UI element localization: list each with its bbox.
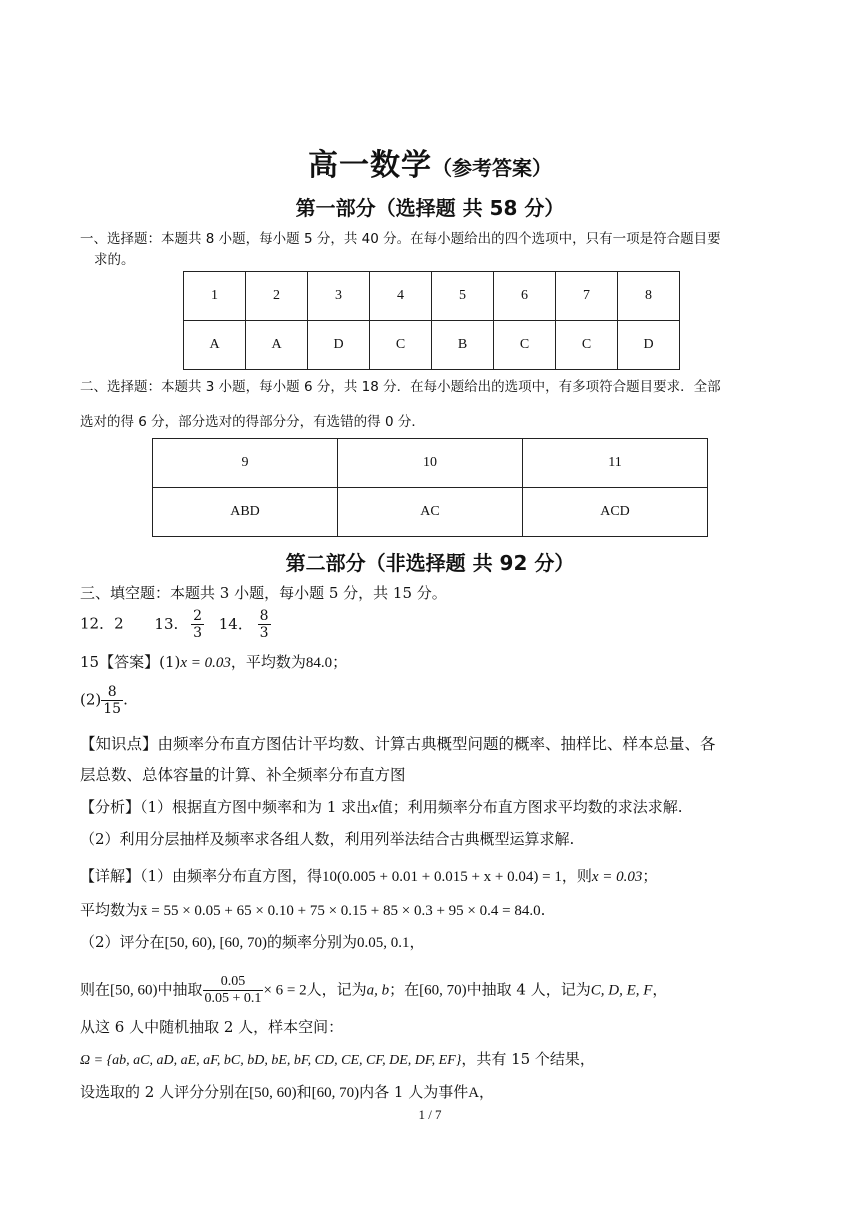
detail-line3-mid: 的频率分别为	[267, 933, 358, 951]
detail-line1-start: 【详解】（1）由频率分布直方图，得	[80, 867, 323, 885]
detail-line6	[80, 1049, 595, 1071]
detail-line3-start: （2）评分在	[80, 933, 165, 951]
detail-fraction-numerator: 0.05	[203, 974, 264, 991]
detail-labels-ab: a, b	[366, 982, 390, 999]
section2-line1: 二、选择题：本题共 3 小题，每小题 6 分，共 18 分．在每小题给出的选项中，有多项符合题目要求．全部	[80, 379, 721, 395]
analysis-line1-end: 值；利用频率分布直方图求平均数的求法求解.	[377, 798, 683, 816]
part2-heading: 第二部分（非选择题 共 92 分）	[285, 551, 575, 575]
detail-line4-b: 中抽取	[157, 980, 203, 999]
q15-x-value: x = 0.03	[180, 655, 231, 671]
part1-heading: 第一部分（选择题 共 58 分）	[295, 196, 565, 220]
detail-line4	[80, 974, 667, 1007]
detail-line7-interval1: [50, 60)	[249, 1085, 297, 1101]
answer-table-2	[152, 438, 708, 537]
q15-label: 15【答案】(1)	[80, 653, 181, 671]
detail-line4-end: ，	[652, 980, 668, 999]
detail-line1	[80, 866, 657, 887]
table1-answer-cell-3: C	[370, 321, 432, 370]
table1-answer-cell-2: D	[308, 321, 370, 370]
q15-part2-label: (2)	[80, 690, 102, 709]
detail-equation-1: 10(0.005 + 0.01 + 0.015 + x + 0.04) = 1	[322, 869, 562, 885]
table1-answer-cell-7: D	[618, 321, 680, 370]
title-main: 高一数学	[308, 148, 432, 183]
detail-line4-d: 人，记为	[306, 980, 367, 999]
q14-fraction	[258, 608, 271, 641]
table1-number-cell-6: 7	[556, 272, 618, 321]
table1-answer-cell-4: B	[432, 321, 494, 370]
table1-number-cell-5: 6	[494, 272, 556, 321]
q15-part2-denominator: 15	[103, 701, 122, 717]
q13-denominator: 3	[193, 625, 202, 641]
detail-line4-start: 则在	[80, 980, 111, 999]
detail-line7-mid: 内各 1 人为事件	[359, 1083, 469, 1101]
table1-number-cell-2: 3	[308, 272, 370, 321]
q14-label: 14．	[218, 614, 253, 633]
detail-line4-f: 中抽取 4 人，记为	[466, 980, 591, 999]
detail-line7-start: 设选取的 2 人评分分别在	[80, 1083, 250, 1101]
table2-answer-row	[153, 488, 708, 537]
answer-table-1	[183, 271, 680, 370]
q15-mean-text: ，平均数为	[230, 653, 306, 671]
detail-line4-e: ；在	[389, 980, 420, 999]
detail-line2-end: .	[540, 901, 546, 919]
detail-line7-end: ，	[479, 1083, 495, 1101]
detail-x-value: x = 0.03	[591, 869, 643, 885]
detail-line2-start: 平均数为	[80, 901, 141, 919]
detail-sample-fraction	[203, 974, 264, 1007]
q15-answer-line1	[80, 652, 347, 673]
detail-labels-cdef: C, D, E, F	[590, 982, 653, 999]
detail-mean-equation: x̄ = 55 × 0.05 + 65 × 0.10 + 75 × 0.15 + 85 × 0.3 + 95 × 0.4 = 84.0	[140, 903, 541, 919]
q13-numerator: 2	[193, 608, 202, 624]
table1-number-cell-7: 8	[618, 272, 680, 321]
table2-answer-cell-0: ABD	[153, 488, 338, 537]
detail-frequencies: 0.05, 0.1	[357, 935, 410, 951]
detail-line7-and: 和	[296, 1083, 312, 1101]
page-title	[0, 140, 860, 184]
detail-interval-b: [60, 70)	[419, 982, 467, 999]
table2-number-cell-0: 9	[153, 439, 338, 488]
q14-denominator: 3	[259, 625, 269, 641]
table2-number-cell-1: 10	[338, 439, 523, 488]
detail-fraction-denominator: 0.05 + 0.1	[204, 991, 262, 1006]
analysis-line1-start: 【分析】（1）根据直方图中频率和为 1 求出	[80, 798, 372, 816]
table1-number-row	[184, 272, 680, 321]
analysis-line2: （2）利用分层抽样及频率求各组人数，利用列举法结合古典概型运算求解.	[80, 830, 575, 848]
analysis-variable-x: x	[371, 800, 378, 816]
title-sub: （参考答案）	[432, 156, 552, 180]
table1-answer-row	[184, 321, 680, 370]
knowledge-line1: 【知识点】由频率分布直方图估计平均数、计算古典概型问题的概率、抽样比、样本总量、各	[80, 735, 716, 753]
detail-event-A: A	[468, 1085, 480, 1101]
q15-mean-value: 84.0	[305, 655, 333, 671]
section3-heading: 三、填空题：本题共 3 小题，每小题 5 分，共 15 分。	[80, 584, 447, 602]
table2-answer-cell-2: ACD	[523, 488, 708, 537]
section2-line2: 选对的得 6 分，部分选对的得部分分，有选错的得 0 分．	[80, 414, 425, 430]
table1-answer-cell-5: C	[494, 321, 556, 370]
detail-intervals: [50, 60), [60, 70)	[164, 935, 268, 951]
q15-end: ；	[332, 653, 348, 671]
detail-line3-end: ，	[409, 933, 425, 951]
q14-numerator: 8	[259, 608, 269, 624]
analysis-line1	[80, 797, 683, 818]
table1-answer-cell-0: A	[184, 321, 246, 370]
detail-sample-space: Ω = {ab, aC, aD, aE, aF, bC, bD, bE, bF, CD, CE, CF, DE, DF, EF}	[80, 1053, 462, 1068]
section1-line2: 求的。	[94, 252, 135, 268]
q15-part2-fraction	[101, 684, 123, 717]
detail-line3	[80, 932, 425, 953]
table1-number-cell-4: 5	[432, 272, 494, 321]
section1-line1: 一、选择题：本题共 8 小题，每小题 5 分，共 40 分。在每小题给出的四个选项中，只有一项是符合题目要	[80, 231, 721, 247]
detail-sample-count: × 6 = 2	[263, 982, 307, 999]
detail-line1-mid: ，则	[561, 867, 592, 885]
detail-line7-interval2: [60, 70)	[311, 1085, 360, 1101]
q15-part2-numerator: 8	[101, 684, 123, 701]
table1-number-cell-0: 1	[184, 272, 246, 321]
table1-answer-cell-1: A	[246, 321, 308, 370]
page-number: 1 / 7	[418, 1107, 442, 1122]
detail-line2	[80, 900, 545, 921]
table1-number-cell-1: 2	[246, 272, 308, 321]
detail-line7	[80, 1082, 494, 1103]
table1-number-cell-3: 4	[370, 272, 432, 321]
table2-number-row	[153, 439, 708, 488]
table2-number-cell-2: 11	[523, 439, 708, 488]
table1-answer-cell-6: C	[556, 321, 618, 370]
q13-fraction	[191, 608, 204, 641]
fill-answers	[80, 608, 271, 641]
detail-line1-end: ；	[642, 867, 658, 885]
detail-line6-end: ，共有 15 个结果，	[461, 1050, 595, 1068]
q12-answer: 12．2	[80, 614, 124, 633]
table2-answer-cell-1: AC	[338, 488, 523, 537]
q15-part2-end: .	[123, 690, 128, 709]
q15-answer-line2	[80, 684, 128, 717]
detail-interval-a: [50, 60)	[110, 982, 158, 999]
detail-line5: 从这 6 人中随机抽取 2 人，样本空间：	[80, 1018, 344, 1036]
knowledge-line2: 层总数、总体容量的计算、补全频率分布直方图	[80, 766, 406, 784]
q13-label: 13.	[154, 614, 179, 633]
